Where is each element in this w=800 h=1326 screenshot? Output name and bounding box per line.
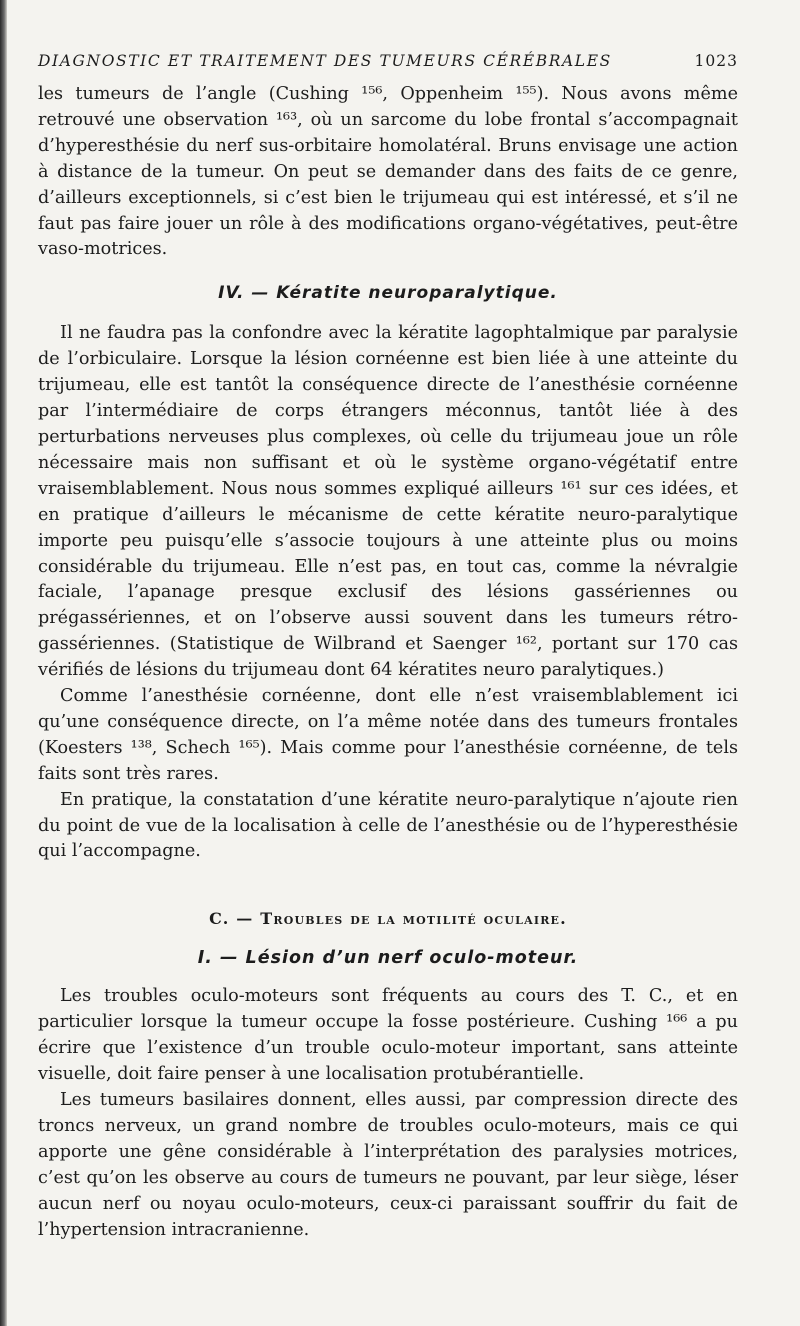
- paragraph-continued: les tumeurs de l’angle (Cushing ¹⁵⁶, Oppenheim ¹⁵⁵). Nous avons même retrouvé une observation ¹⁶³, où un sarcome du lobe frontal s’accompagnait d’hyperesthésie du nerf sus-orbitaire homolatéral. Bruns envisage une action à distance de la tumeur. On peut se demander dans des faits de ce genre, d’ailleurs exceptionnels, si c’est bien le trijumeau qui est intéressé, et s’il ne faut pas faire jouer un rôle à des modifications organo-végétatives, peut-être vaso-motrices.: [38, 84, 738, 260]
- paragraph-tumeurs-basilaires: Les tumeurs basilaires donnent, elles aussi, par compression directe des troncs nerveux, un grand nombre de troubles oculo-moteurs, mais ce qui apporte une gêne considérable à l’interprétation des paralysies motrices, c’est qu’on les observe au cours de tumeurs ne pouvant, par leur siège, léser aucun nerf ou noyau oculo-moteurs, ceux-ci paraissant souffrir du fait de l’hypertension intracranienne.: [38, 1090, 738, 1240]
- paragraph-pratique: En pratique, la constatation d’une kératite neuro-paralytique n’ajoute rien du point de vue de la localisation à celle de l’anesthésie ou de l’hyperesthésie qui l’accompagne.: [38, 789, 738, 862]
- section-heading-motilite: C. — Troubles de la motilité oculaire.: [209, 909, 567, 929]
- page-binding-edge: [0, 0, 7, 1326]
- paragraph-troubles: Les troubles oculo-moteurs sont fréquents au cours des T. C., et en particulier lorsque la tumeur occupe la fosse postérieure. Cushing ¹⁶⁶ a pu écrire que l’existence d’un trouble oculo-moteur important, sans atteinte visuelle, doit faire penser à une localisation protubérantielle.: [38, 986, 738, 1085]
- section-heading-keratite: IV. — Kératite neuroparalytique.: [218, 283, 558, 304]
- book-page: [38, 52, 738, 1243]
- subsection-heading-oculo-moteur: I. — Lésion d’un nerf oculo-moteur.: [197, 948, 579, 969]
- page-number: 1023: [694, 52, 738, 70]
- paragraph-keratite-intro: Il ne faudra pas la confondre avec la kératite lagophtalmique par paralysie de l’orbiculaire. Lorsque la lésion cornéenne est bien liée à une atteinte du trijumeau, elle est tantôt la conséquence directe de l’anesthésie cornéenne par l’intermédiaire de corps étrangers méconnus, tantôt liée à des perturbations nerveuses plus complexes, où celle du trijumeau joue un rôle nécessaire mais non suffisant et où le système organo-végétatif entre vraisemblablement. Nous nous sommes expliqué ailleurs ¹⁶¹ sur ces idées, et en pratique d’ailleurs le mécanisme de cette kératite neuro-paralytique importe peu puisqu’elle s’associe toujours à une atteinte plus ou moins considérable du trijumeau. Elle n’est pas, en tout cas, comme la névralgie faciale, l’apanage presque exclusif des lésions gassériennes ou prégassériennes, et on l’observe aussi souvent dans les tumeurs rétro-gassériennes. (Statistique de Wilbrand et Saenger ¹⁶², portant sur 170 cas vérifiés de lésions du trijumeau dont 64 kératites neuro paralytiques.): [38, 323, 738, 681]
- paragraph-anesthesie: Comme l’anesthésie cornéenne, dont elle n’est vraisemblablement ici qu’une conséquence directe, on l’a même notée dans des tumeurs frontales (Koesters ¹³⁸, Schech ¹⁶⁵). Mais comme pour l’anesthésie cornéenne, de tels faits sont très rares.: [38, 686, 738, 784]
- running-title: DIAGNOSTIC ET TRAITEMENT DES TUMEURS CÉRÉBRALES: [38, 52, 612, 70]
- running-header: [38, 52, 738, 82]
